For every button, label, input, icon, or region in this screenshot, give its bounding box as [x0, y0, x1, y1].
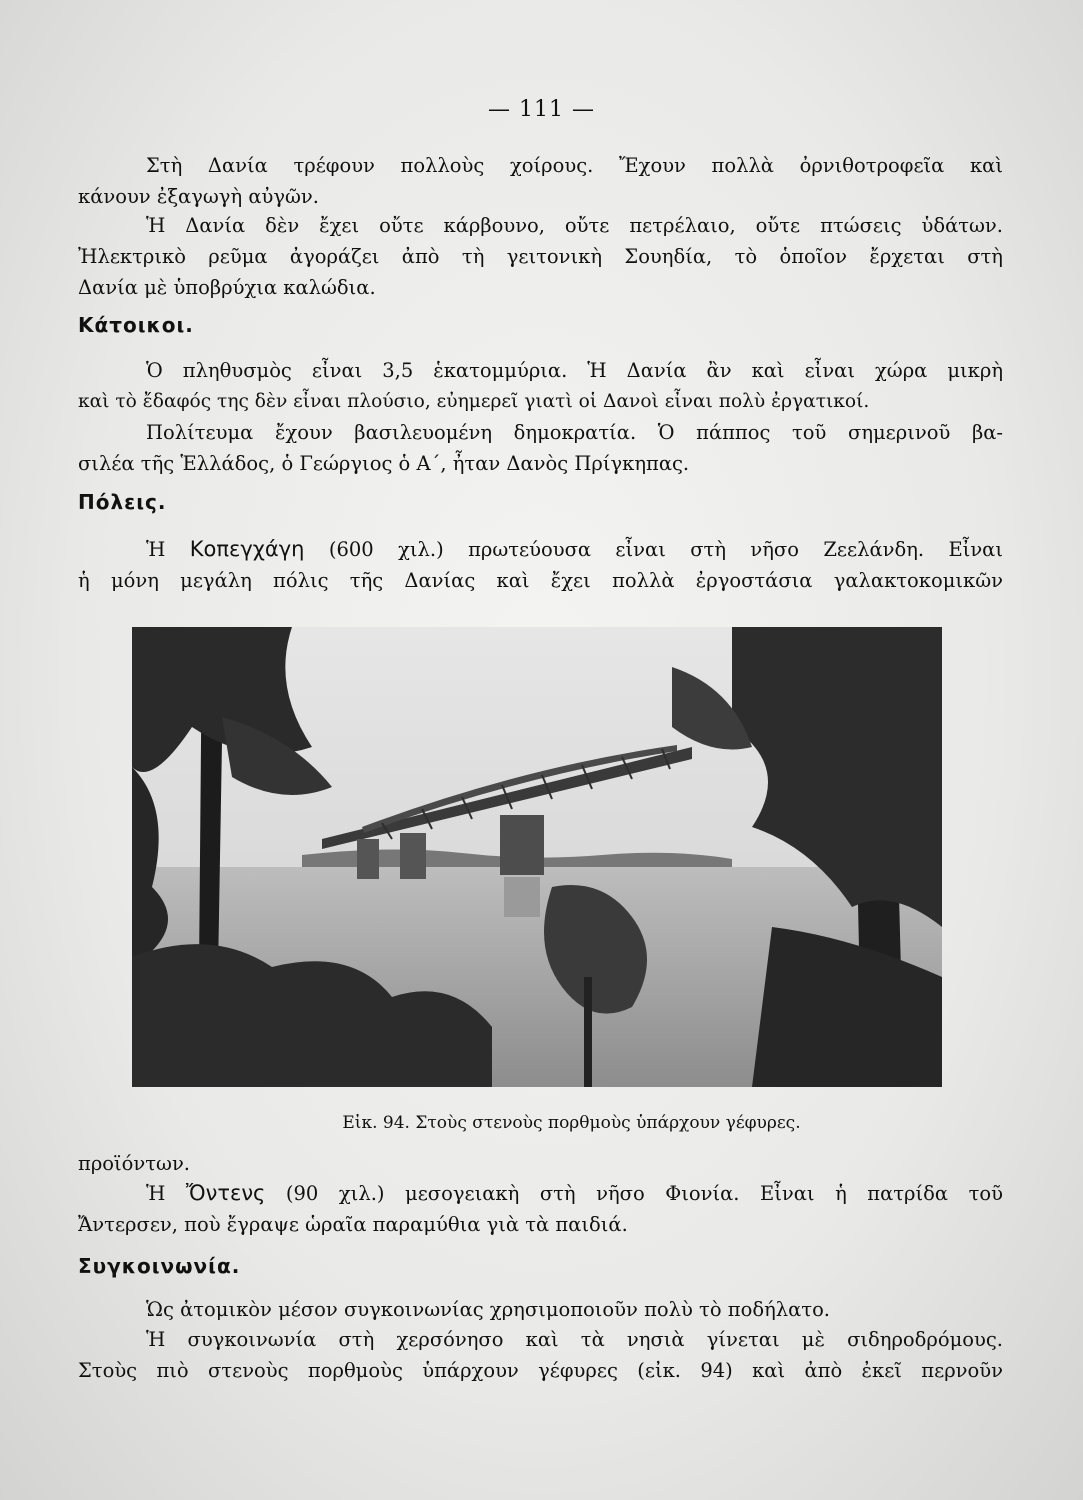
text-line: Ἄντερσεν, ποὺ ἔγραψε ὡραῖα παραμύθια γιὰ τὰ παιδιά. — [78, 1213, 628, 1236]
section-heading-inhabitants: Κάτοικοι. — [78, 313, 194, 337]
text-line: Στὴ Δανία τρέφουν πολλοὺς χοίρους. Ἔχουν πολλὰ ὀρνιθοτροφεῖα καὶ — [146, 154, 1003, 177]
text-line — [78, 1178, 1003, 1209]
section-heading-cities: Πόλεις. — [78, 490, 167, 514]
text-line: ἡ μόνη μεγάλη πόλις τῆς Δανίας καὶ ἔχει πολλὰ ἐργοστάσια γαλακτοκομικῶν — [78, 569, 1003, 592]
text-line: Ὁ πληθυσμὸς εἶναι 3,5 ἑκατομμύρια. Ἡ Δανία ἂν καὶ εἶναι χώρα μικρὴ — [146, 359, 1003, 382]
text-fragment: Ἡ — [146, 538, 166, 561]
paragraph-copenhagen — [78, 534, 1003, 596]
paragraph-odense — [78, 1178, 1003, 1240]
text-line: Πολίτευμα ἔχουν βασιλευομένη δημοκρατία. Ὁ πάππος τοῦ σημερινοῦ βα- — [146, 421, 1003, 444]
figure-caption: Εἰκ. 94. Στοὺς στενοὺς πορθμοὺς ὑπάρχουν γέφυρες. — [342, 1113, 801, 1133]
text-line: Ὡς ἀτομικὸν μέσον συγκοινωνίας χρησιμοποιοῦν πολὺ τὸ ποδήλατο. — [146, 1298, 831, 1321]
text-line: Ἠλεκτρικὸ ρεῦμα ἀγοράζει ἀπὸ τὴ γειτονικὴ Σουηδία, τὸ ὁποῖον ἔρχεται στὴ — [78, 245, 1003, 268]
paragraph-pigs — [78, 150, 1003, 212]
text-line: Δανία μὲ ὑποβρύχια καλώδια. — [78, 276, 376, 299]
bridge-photo-illustration — [132, 627, 942, 1087]
text-line: σιλέα τῆς Ἑλλάδος, ὁ Γεώργιος ὁ Α΄, ἦταν Δανὸς Πρίγκηπας. — [78, 452, 690, 475]
text-line: Ἡ Δανία δὲν ἔχει οὔτε κάρβουνο, οὔτε πετρέλαιο, οὔτε πτώσεις ὑδάτων. — [146, 214, 1003, 237]
text-line — [78, 534, 1003, 565]
text-line: καὶ τὸ ἔδαφός της δὲν εἶναι πλούσιο, εὐημερεῖ γιατὶ οἱ Δανοὶ εἶναι πολὺ ἐργατικοί. — [78, 391, 870, 412]
text-fragment: (90 χιλ.) μεσογειακὴ στὴ νῆσο Φιονία. Εἶναι ἡ πατρίδα τοῦ — [285, 1182, 1003, 1205]
bridge-photograph — [132, 627, 942, 1087]
paragraph-bicycle — [78, 1294, 1003, 1325]
paragraph-railways — [78, 1324, 1003, 1386]
city-name-odense: Ὄντενς — [185, 1181, 266, 1205]
paragraph-government — [78, 417, 1003, 479]
city-name-copenhagen: Κοπεγχάγη — [189, 537, 305, 561]
text-fragment: (600 χιλ.) πρωτεύουσα εἶναι στὴ νῆσο Ζεελάνδη. Εἶναι — [328, 538, 1003, 561]
paragraph-energy — [78, 210, 1003, 303]
paragraph-copenhagen-continued — [78, 1148, 1003, 1179]
text-line: προϊόντων. — [78, 1152, 191, 1175]
text-line: Ἡ συγκοινωνία στὴ χερσόνησο καὶ τὰ νησιὰ γίνεται μὲ σιδηροδρόμους. — [146, 1328, 1003, 1351]
text-line: Στοὺς πιὸ στενοὺς πορθμοὺς ὑπάρχουν γέφυρες (εἰκ. 94) καὶ ἀπὸ ἐκεῖ περνοῦν — [78, 1359, 1003, 1382]
paragraph-population — [78, 355, 1003, 417]
page-number: — 111 — — [488, 97, 595, 122]
text-fragment: Ἡ — [146, 1182, 166, 1205]
text-line: κάνουν ἐξαγωγὴ αὐγῶν. — [78, 185, 319, 208]
section-heading-transport: Συγκοινωνία. — [78, 1254, 241, 1278]
